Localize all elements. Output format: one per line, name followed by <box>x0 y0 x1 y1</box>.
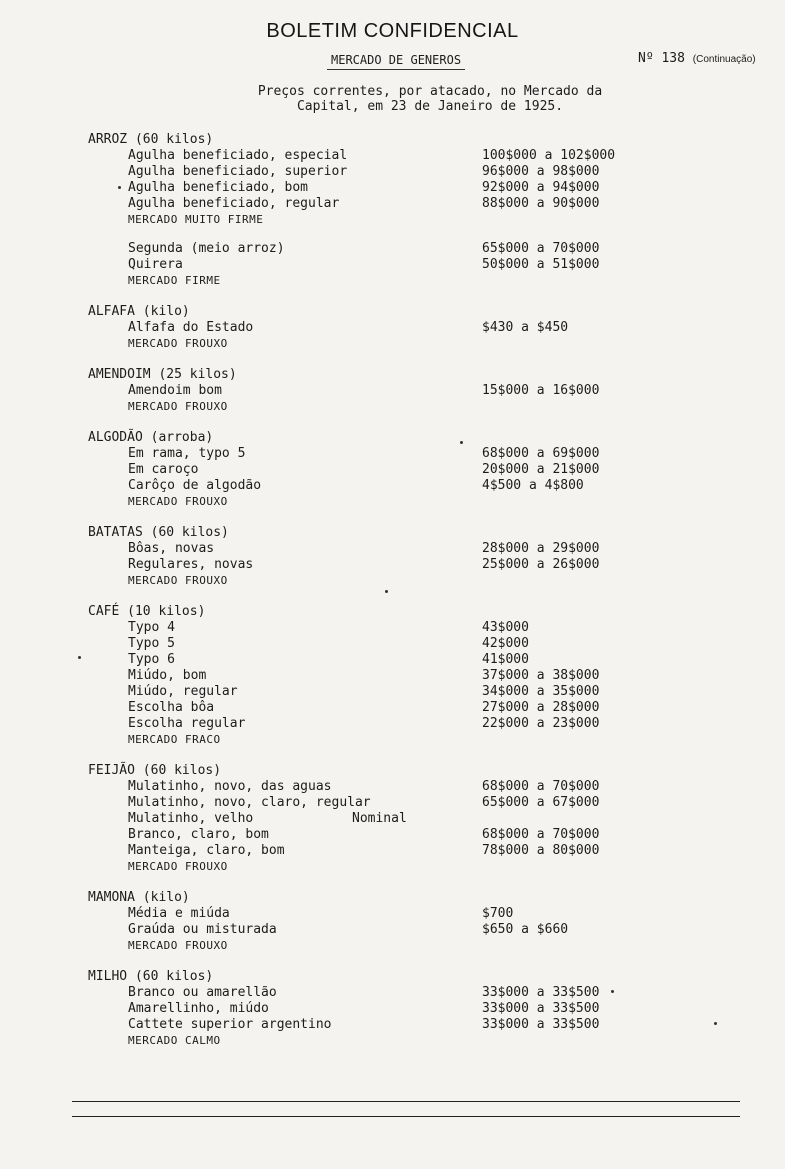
price-row <box>0 700 785 716</box>
commodity-heading: FEIJÃO (60 kilos) <box>88 763 222 778</box>
price-row <box>0 1017 785 1033</box>
item-price: 25$000 a 26$000 <box>482 557 600 572</box>
item-price: 22$000 a 23$000 <box>482 716 600 731</box>
commodity-section <box>0 969 785 1048</box>
group-spacer <box>0 227 785 241</box>
intro-line-1: Preços correntes, por atacado, no Mercado da <box>257 84 603 99</box>
item-name: Typo 5 <box>128 636 175 651</box>
item-price: $700 <box>482 906 514 921</box>
price-row <box>0 320 785 336</box>
item-name: Média e miúda <box>128 906 230 921</box>
item-price: 100$000 a 102$000 <box>482 148 616 163</box>
item-price: 42$000 <box>482 636 529 651</box>
market-status: MERCADO FROUXO <box>128 939 228 952</box>
ink-speck <box>385 590 388 593</box>
commodity-section <box>0 304 785 351</box>
market-status: MERCADO FRACO <box>128 733 221 746</box>
item-name: Typo 4 <box>128 620 175 635</box>
item-price: 92$000 a 94$000 <box>482 180 600 195</box>
ink-speck <box>714 1022 717 1025</box>
item-name: Quirera <box>128 257 183 272</box>
item-name: Mulatinho, velho <box>128 811 254 826</box>
commodity-heading: MILHO (60 kilos) <box>88 969 214 984</box>
price-row <box>0 827 785 843</box>
item-name: Typo 6 <box>128 652 175 667</box>
intro-line-2: Capital, em 23 de Janeiro de 1925. <box>296 99 564 114</box>
commodity-heading: CAFÉ (10 kilos) <box>88 604 206 619</box>
commodity-section <box>0 604 785 747</box>
item-name: Segunda (meio arroz) <box>128 241 285 256</box>
market-status: MERCADO MUITO FIRME <box>128 213 264 226</box>
price-row <box>0 241 785 257</box>
item-name: Bôas, novas <box>128 541 215 556</box>
footer-rule-top <box>72 1101 740 1102</box>
item-price: 88$000 a 90$000 <box>482 196 600 211</box>
commodity-heading: MAMONA (kilo) <box>88 890 190 905</box>
item-name: Alfafa do Estado <box>128 320 254 335</box>
price-row <box>0 257 785 273</box>
item-name: Agulha beneficiado, superior <box>128 164 348 179</box>
item-name: Regulares, novas <box>128 557 254 572</box>
item-name: Graúda ou misturada <box>128 922 277 937</box>
item-price: 78$000 a 80$000 <box>482 843 600 858</box>
price-row <box>0 795 785 811</box>
item-name: Em rama, typo 5 <box>128 446 246 461</box>
price-row <box>0 779 785 795</box>
market-status: MERCADO FROUXO <box>128 337 228 350</box>
market-status: MERCADO FROUXO <box>128 495 228 508</box>
market-status: MERCADO FIRME <box>128 274 221 287</box>
market-status: MERCADO FROUXO <box>128 400 228 413</box>
commodity-heading: ALGODÃO (arroba) <box>88 430 214 445</box>
ink-speck <box>611 990 614 993</box>
price-row <box>0 620 785 636</box>
ink-speck <box>460 441 463 444</box>
item-name: Amarellinho, miúdo <box>128 1001 269 1016</box>
commodity-section <box>0 890 785 953</box>
price-row <box>0 446 785 462</box>
item-price: 65$000 a 70$000 <box>482 241 600 256</box>
price-row <box>0 985 785 1001</box>
commodity-heading: AMENDOIM (25 kilos) <box>88 367 237 382</box>
price-row <box>0 922 785 938</box>
item-price: 65$000 a 67$000 <box>482 795 600 810</box>
bulletin-number-value: Nº 138 <box>638 51 685 66</box>
price-row <box>0 652 785 668</box>
market-status: MERCADO FROUXO <box>128 860 228 873</box>
document-subtitle: MERCADO DE GENEROS <box>327 53 465 70</box>
price-row <box>0 383 785 399</box>
item-price: 4$500 a 4$800 <box>482 478 584 493</box>
price-row <box>0 906 785 922</box>
item-name: Mulatinho, novo, das aguas <box>128 779 332 794</box>
item-name: Amendoim bom <box>128 383 222 398</box>
item-price: $430 a $450 <box>482 320 569 335</box>
item-name: Mulatinho, novo, claro, regular <box>128 795 371 810</box>
commodity-section <box>0 132 785 288</box>
item-name: Branco ou amarellão <box>128 985 277 1000</box>
item-name: Carôço de algodão <box>128 478 262 493</box>
price-row <box>0 668 785 684</box>
commodity-section <box>0 367 785 414</box>
price-row <box>0 148 785 164</box>
item-price: 96$000 a 98$000 <box>482 164 600 179</box>
item-price: 33$000 a 33$500 <box>482 1001 600 1016</box>
commodity-section <box>0 763 785 874</box>
price-row <box>0 811 785 827</box>
price-row <box>0 541 785 557</box>
price-row <box>0 164 785 180</box>
item-price: 68$000 a 69$000 <box>482 446 600 461</box>
intro-text <box>200 84 660 114</box>
price-row <box>0 462 785 478</box>
document-title: BOLETIM CONFIDENCIAL <box>266 20 519 42</box>
item-name: Agulha beneficiado, especial <box>128 148 348 163</box>
item-name: Cattete superior argentino <box>128 1017 332 1032</box>
price-row <box>0 557 785 573</box>
item-price: 15$000 a 16$000 <box>482 383 600 398</box>
item-price: 50$000 a 51$000 <box>482 257 600 272</box>
item-price: 68$000 a 70$000 <box>482 827 600 842</box>
price-row <box>0 843 785 859</box>
price-row <box>0 196 785 212</box>
market-status: MERCADO FROUXO <box>128 574 228 587</box>
item-price: 20$000 a 21$000 <box>482 462 600 477</box>
item-price: $650 a $660 <box>482 922 569 937</box>
item-name: Branco, claro, bom <box>128 827 269 842</box>
commodity-heading: ALFAFA (kilo) <box>88 304 190 319</box>
commodity-section <box>0 525 785 588</box>
item-price: 33$000 a 33$500 <box>482 1017 600 1032</box>
item-name: Escolha regular <box>128 716 246 731</box>
price-row <box>0 684 785 700</box>
item-name: Agulha beneficiado, bom <box>128 180 309 195</box>
price-row <box>0 1001 785 1017</box>
item-price: 28$000 a 29$000 <box>482 541 600 556</box>
price-sections <box>0 132 785 1064</box>
item-name: Manteiga, claro, bom <box>128 843 285 858</box>
item-price: 34$000 a 35$000 <box>482 684 600 699</box>
ink-speck <box>78 656 81 659</box>
item-price: 27$000 a 28$000 <box>482 700 600 715</box>
item-price: 43$000 <box>482 620 529 635</box>
ink-speck <box>118 186 121 189</box>
item-name: Miúdo, bom <box>128 668 207 683</box>
item-price: 33$000 a 33$500 <box>482 985 600 1000</box>
item-name: Miúdo, regular <box>128 684 238 699</box>
commodity-heading: ARROZ (60 kilos) <box>88 132 214 147</box>
item-name: Em caroço <box>128 462 199 477</box>
item-name: Agulha beneficiado, regular <box>128 196 340 211</box>
continuation-label: (Continuação) <box>692 54 756 65</box>
price-row <box>0 636 785 652</box>
item-name: Escolha bôa <box>128 700 215 715</box>
commodity-heading: BATATAS (60 kilos) <box>88 525 229 540</box>
market-status: MERCADO CALMO <box>128 1034 221 1047</box>
footer-rule-bottom <box>72 1116 740 1117</box>
item-price: 41$000 <box>482 652 529 667</box>
item-note: Nominal <box>352 811 407 826</box>
item-price: 37$000 a 38$000 <box>482 668 600 683</box>
bulletin-number <box>638 51 756 66</box>
price-row <box>0 478 785 494</box>
item-price: 68$000 a 70$000 <box>482 779 600 794</box>
price-row <box>0 716 785 732</box>
commodity-section <box>0 430 785 509</box>
